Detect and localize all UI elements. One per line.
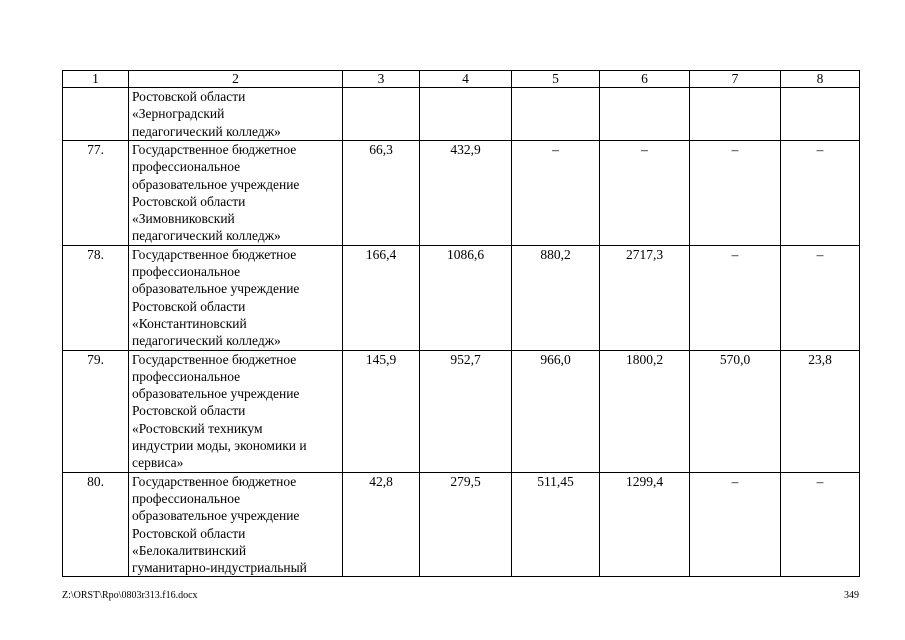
name-line: образовательное учреждение bbox=[132, 508, 300, 524]
value-col-4: 432,9 bbox=[420, 141, 512, 246]
value-col-3: 166,4 bbox=[343, 245, 420, 350]
value-col-8: – bbox=[781, 472, 860, 577]
value-col-4: 952,7 bbox=[420, 350, 512, 472]
value-col-6: – bbox=[600, 141, 690, 246]
value-col-7: 570,0 bbox=[690, 350, 781, 472]
value-col-8 bbox=[781, 88, 860, 141]
header-cell-6: 6 bbox=[600, 71, 690, 88]
name-line: «Белокалитвинский bbox=[132, 542, 247, 558]
name-line: педагогический колледж» bbox=[132, 333, 281, 349]
row-number: 78. bbox=[63, 245, 129, 350]
row-number bbox=[63, 88, 129, 141]
name-line: образовательное учреждение bbox=[132, 281, 300, 297]
name-line: Государственное бюджетное bbox=[132, 142, 297, 157]
name-line: Ростовской области bbox=[132, 89, 246, 104]
value-col-6: 1800,2 bbox=[600, 350, 690, 472]
institution-name bbox=[129, 350, 343, 472]
header-cell-5: 5 bbox=[512, 71, 600, 88]
name-line: Ростовской области bbox=[132, 525, 246, 541]
value-col-4: 1086,6 bbox=[420, 245, 512, 350]
header-row bbox=[63, 71, 860, 88]
name-line: Ростовской области bbox=[132, 403, 246, 419]
footer-file-path: Z:\ORST\Rpo\0803r313.f16.docx bbox=[62, 590, 198, 601]
institution-name bbox=[129, 472, 343, 577]
value-col-3: 145,9 bbox=[343, 350, 420, 472]
name-line: гуманитарно-индустриальный bbox=[132, 560, 307, 576]
name-line: педагогический колледж» bbox=[132, 123, 281, 139]
name-line: педагогический колледж» bbox=[132, 228, 281, 244]
value-col-8: 23,8 bbox=[781, 350, 860, 472]
header-cell-2: 2 bbox=[129, 71, 343, 88]
name-line: Государственное бюджетное bbox=[132, 473, 297, 489]
value-col-4 bbox=[420, 88, 512, 141]
table-row bbox=[63, 350, 860, 472]
header-cell-4: 4 bbox=[420, 71, 512, 88]
value-col-6: 1299,4 bbox=[600, 472, 690, 577]
name-line: «Зимовниковский bbox=[132, 211, 235, 227]
name-line: «Ростовский техникум bbox=[132, 420, 263, 436]
page-number: 349 bbox=[844, 590, 859, 601]
name-line: сервиса» bbox=[132, 455, 184, 471]
table-row bbox=[63, 245, 860, 350]
value-col-3: 42,8 bbox=[343, 472, 420, 577]
name-line: профессиональное bbox=[132, 159, 241, 175]
header-cell-8: 8 bbox=[781, 71, 860, 88]
name-line: Ростовской области bbox=[132, 193, 246, 209]
name-line: «Зерноградский bbox=[132, 106, 225, 122]
value-col-7: – bbox=[690, 472, 781, 577]
header-cell-1: 1 bbox=[63, 71, 129, 88]
value-col-8: – bbox=[781, 141, 860, 246]
budget-table bbox=[62, 70, 860, 577]
row-number: 77. bbox=[63, 141, 129, 246]
name-line: Государственное бюджетное bbox=[132, 351, 297, 367]
institution-name bbox=[129, 88, 343, 141]
name-line: образовательное учреждение bbox=[132, 176, 300, 192]
value-col-7: – bbox=[690, 245, 781, 350]
value-col-3 bbox=[343, 88, 420, 141]
name-line: образовательное учреждение bbox=[132, 386, 300, 402]
table-row bbox=[63, 88, 860, 141]
value-col-5: 966,0 bbox=[512, 350, 600, 472]
header-cell-7: 7 bbox=[690, 71, 781, 88]
value-col-7: – bbox=[690, 141, 781, 246]
table-row bbox=[63, 141, 860, 246]
name-line: Государственное бюджетное bbox=[132, 246, 297, 262]
name-line: Ростовской области bbox=[132, 298, 246, 314]
name-line: «Константиновский bbox=[132, 315, 247, 331]
name-line: профессиональное bbox=[132, 490, 241, 506]
name-line: профессиональное bbox=[132, 368, 241, 384]
row-number: 79. bbox=[63, 350, 129, 472]
row-number: 80. bbox=[63, 472, 129, 577]
value-col-4: 279,5 bbox=[420, 472, 512, 577]
name-line: профессиональное bbox=[132, 264, 241, 280]
value-col-5 bbox=[512, 88, 600, 141]
value-col-6: 2717,3 bbox=[600, 245, 690, 350]
value-col-5: 880,2 bbox=[512, 245, 600, 350]
name-line: индустрии моды, экономики и bbox=[132, 438, 307, 454]
header-cell-3: 3 bbox=[343, 71, 420, 88]
table-row bbox=[63, 472, 860, 577]
value-col-6 bbox=[600, 88, 690, 141]
value-col-7 bbox=[690, 88, 781, 141]
value-col-5: 511,45 bbox=[512, 472, 600, 577]
value-col-3: 66,3 bbox=[343, 141, 420, 246]
value-col-8: – bbox=[781, 245, 860, 350]
value-col-5: – bbox=[512, 141, 600, 246]
institution-name bbox=[129, 141, 343, 246]
institution-name bbox=[129, 245, 343, 350]
